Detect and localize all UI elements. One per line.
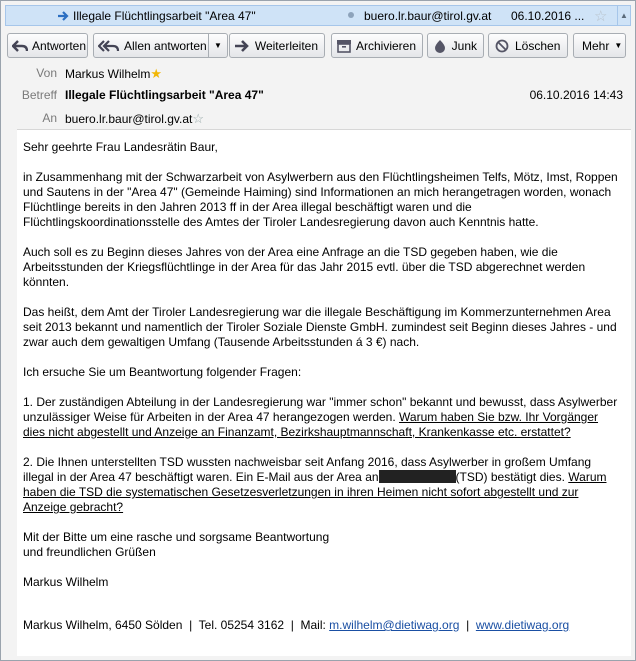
paragraph-4: Ich ersuche Sie um Beantwortung folgender Fragen: [23, 365, 302, 379]
paragraph-1: in Zusammenhang mit der Schwarzarbeit von Asylwerbern aus den Flüchtlingsheimen Telfs, Mötz, Imst, Roppen und Sautens in der "Area 47" (Gemeinde Haiming) sind Informationen an mich herangetragen worden, wonach Flüchtlinge bereits in den Jahren 2013 ff in der Area illegal beschäftigt waren und die Flüchtlingskoordinationsstelle des Amtes der Tiroler Landesregierung davon auch Kenntnis hatte. [23, 170, 618, 229]
star-icon[interactable]: ★ [150, 66, 162, 81]
message-header [5, 61, 631, 129]
junk-label: Junk [451, 38, 477, 53]
question-2 [23, 455, 621, 515]
to-value[interactable] [65, 111, 204, 127]
from-value[interactable] [65, 66, 162, 82]
junk-button[interactable] [427, 33, 484, 58]
reply-label: Antworten [32, 38, 87, 53]
footer-email-link[interactable]: m.wilhelm@dietiwag.org [329, 618, 460, 632]
from-label: Von [36, 66, 57, 80]
recipient-address[interactable]: buero.lr.baur@tirol.gv.at [65, 112, 193, 126]
list-from: buero.lr.baur@tirol.gv.at [364, 9, 492, 23]
closing-line-2: und freundlichen Grüßen [23, 545, 156, 559]
more-label: Mehr [582, 38, 610, 53]
junk-icon [432, 38, 448, 54]
list-date: 06.10.2016 ... [511, 9, 585, 23]
paragraph-3: Das heißt, dem Amt der Tiroler Landesregierung war die illegale Beschäftigung im Kommerzunternehmen Area seit 2013 bekannt und namentlich der Tiroler Soziale Dienste GmbH. zumindest seit Beginn dieses Jahres - und zwar auch dem gewaltigen Umfang (Tausende Arbeitsstunden á 3 €) nach. [23, 305, 617, 349]
footer [23, 618, 621, 633]
scroll-up-button[interactable]: ▲ [617, 6, 630, 25]
forward-button[interactable] [229, 33, 325, 58]
chevron-down-icon: ▼ [614, 41, 623, 50]
reply-all-dropdown[interactable] [208, 33, 228, 58]
footer-separator: | [459, 618, 476, 632]
paragraph-2: Auch soll es zu Beginn dieses Jahres von der Area eine Anfrage an die TSD gegeben haben, wie die Arbeitsstunden der Kriegsflüchtlinge in der Area für das Jahr 2015 evtl. über die TSD abgerechnet werden könnten. [23, 245, 586, 289]
read-status-icon[interactable] [348, 12, 354, 18]
delete-label: Löschen [515, 38, 561, 53]
star-icon[interactable]: ☆ [192, 111, 205, 126]
closing-line-1: Mit der Bitte um eine rasche und sorgsame Beantwortung [23, 530, 330, 544]
reply-icon [12, 38, 28, 54]
reply-all-button[interactable] [93, 33, 209, 58]
chevron-down-icon: ▼ [214, 41, 222, 50]
to-label: An [42, 111, 57, 125]
reply-all-icon [98, 38, 120, 54]
more-button[interactable] [573, 33, 626, 58]
salutation: Sehr geehrte Frau Landesrätin Baur, [23, 140, 218, 154]
question-2-underlined: Warum haben die TSD die systematischen Gesetzesverletzungen in ihren Heimen nicht sofort abgestellt und zur Anzeige gebracht? [23, 470, 607, 514]
forward-label: Weiterleiten [254, 38, 318, 53]
reply-button[interactable] [7, 33, 88, 58]
closing [23, 530, 621, 560]
message-date: 06.10.2016 14:43 [529, 88, 623, 102]
delete-button[interactable] [488, 33, 568, 58]
archive-icon [336, 38, 352, 54]
forward-icon [234, 38, 251, 54]
question-1-underlined: Warum haben Sie bzw. Ihr Vorgänger dies nicht abgestellt und Anzeige an Finanzamt, Bezirkshauptmannschaft, Krankenkasse etc. erstattet? [23, 410, 599, 439]
message-list-row[interactable] [5, 5, 631, 26]
archive-button[interactable] [331, 33, 423, 58]
archive-label: Archivieren [356, 38, 417, 53]
message-body [17, 129, 631, 656]
subject-value: Illegale Flüchtlingsarbeit "Area 47" [65, 88, 264, 102]
redaction-bar [379, 470, 456, 483]
question-1 [23, 395, 621, 440]
sender-name[interactable]: Markus Wilhelm [65, 67, 151, 81]
message-content [23, 140, 621, 648]
list-subject: Illegale Flüchtlingsarbeit "Area 47" [73, 9, 256, 23]
subject-label: Betreff [21, 88, 57, 102]
question-2-text-cont: (TSD) bestätigt dies. [455, 470, 569, 484]
footer-text: Markus Wilhelm, 6450 Sölden | Tel. 05254 3162 | Mail: [23, 618, 330, 632]
message-toolbar [5, 33, 631, 59]
question-2-text: 2. Die Ihnen unterstellten TSD wussten nachweisbar seit Anfang 2016, dass Asylwerber in großem Umfang illegal in der Area 47 beschäftigt waren. Ein E-Mail aus der Area an [23, 455, 592, 484]
reply-all-label: Allen antworten [124, 38, 207, 53]
star-icon[interactable]: ☆ [594, 8, 608, 25]
signature: Markus Wilhelm [23, 575, 109, 589]
footer-web-link[interactable]: www.dietiwag.org [475, 618, 570, 632]
delete-icon [493, 38, 511, 54]
arrow-right-icon [56, 9, 70, 23]
question-1-text: 1. Der zuständigen Abteilung in der Landesregierung war "immer schon" bekannt und bewusst, dass Asylwerber unzulässiger Weise für Arbeiten in der Area 47 herangezogen werden. [23, 395, 618, 424]
